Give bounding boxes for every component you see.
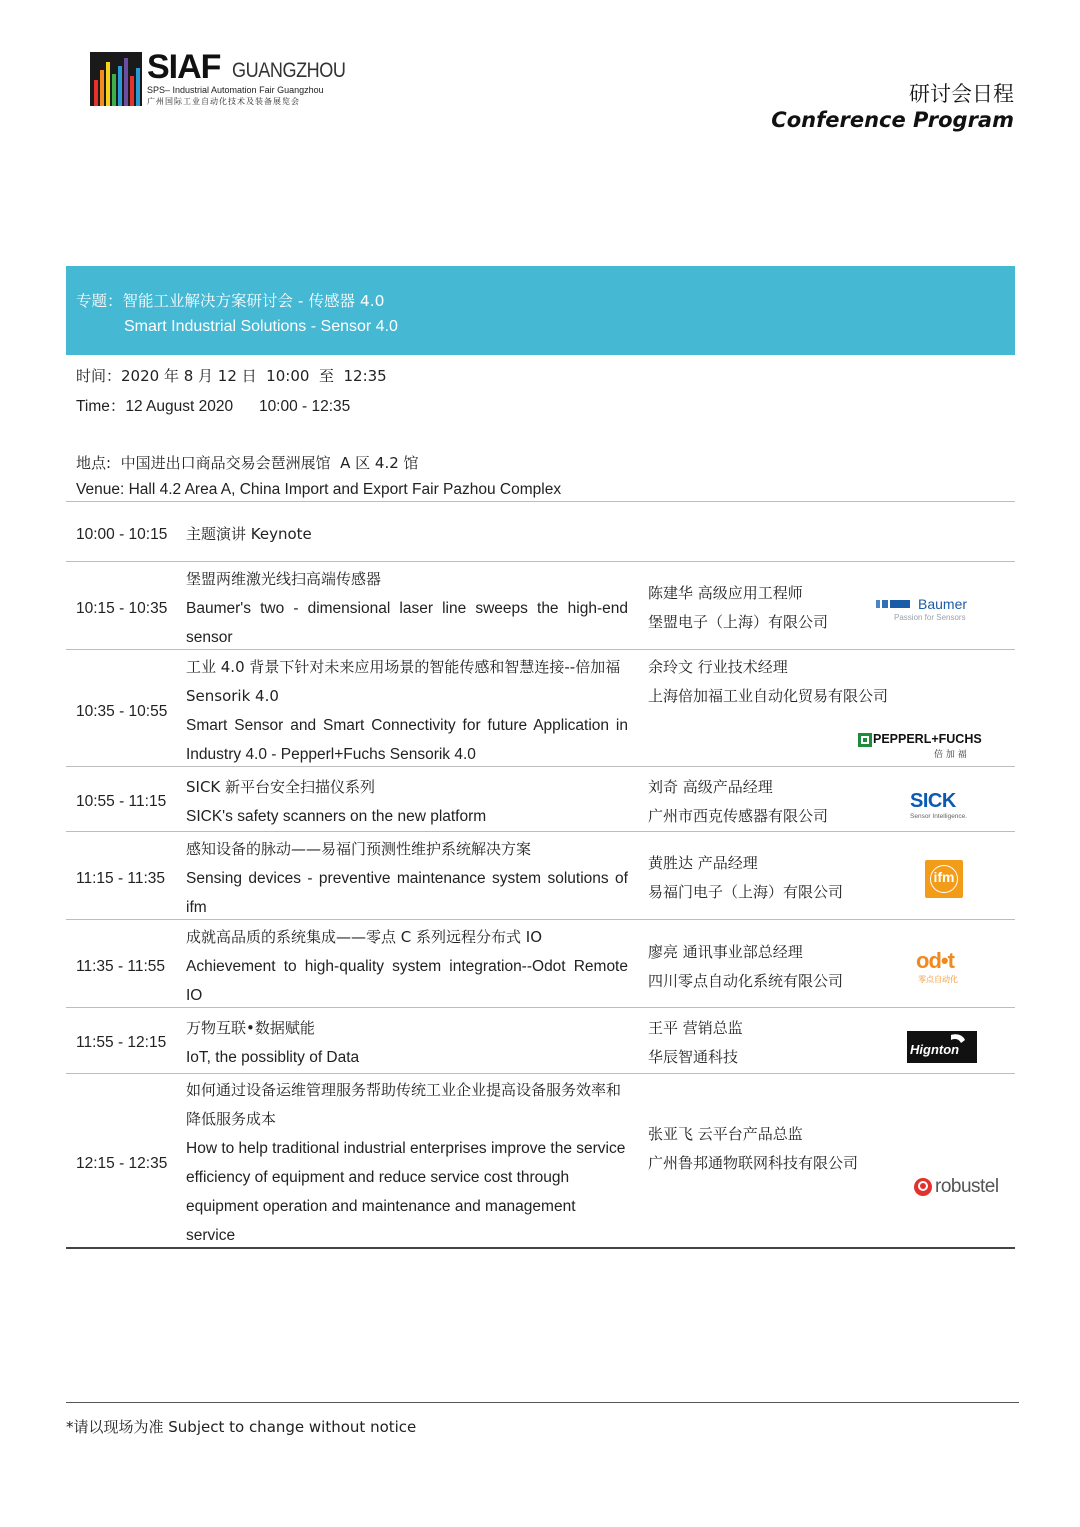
session-topic-zh: 如何通过设备运维管理服务帮助传统工业企业提高设备服务效率和降低服务成本 — [186, 1081, 622, 1128]
divider — [66, 501, 1015, 502]
session-speaker — [648, 849, 918, 907]
banner-title-zh: 专题：智能工业解决方案研讨会 - 传感器 4.0 — [76, 292, 385, 310]
speaker-company: 广州市西克传感器有限公司 — [648, 807, 829, 825]
time-en: Time：12 August 2020 10:00 - 12:35 — [76, 398, 351, 415]
topic-banner — [66, 266, 1015, 355]
divider — [66, 919, 1015, 920]
hignton-logo — [907, 1031, 977, 1063]
session-topic-zh: 工业 4.0 背景下针对未来应用场景的智能传感和智慧连接--倍加福 Sensorik 4.0 — [186, 658, 621, 705]
time-zh: 时间：2020 年 8 月 12 日 10:00 至 12:35 — [76, 367, 387, 385]
session-time: 10:15 - 10:35 — [76, 600, 168, 617]
siaf-logo — [90, 48, 346, 110]
session-topic — [186, 923, 628, 1010]
speaker-company: 堡盟电子（上海）有限公司 — [648, 613, 829, 631]
speaker-name: 刘奇 高级产品经理 — [648, 778, 773, 796]
session-topic — [186, 653, 628, 769]
session-time: 11:15 - 11:35 — [76, 870, 166, 887]
speaker-name: 陈建华 高级应用工程师 — [648, 584, 803, 602]
divider — [66, 561, 1015, 562]
baumer-logo-sub: Passion for Sensors — [894, 613, 966, 622]
session-time: 10:35 - 10:55 — [76, 703, 168, 720]
speaker-company: 广州鲁邦通物联网科技有限公司 — [648, 1154, 859, 1172]
session-topic — [186, 1076, 628, 1250]
venue-en: Venue: Hall 4.2 Area A, China Import and Export Fair Pazhou Complex — [76, 481, 562, 498]
session-topic-en: How to help traditional industrial enterprises improve the service efficiency of equipment and reduce service cost through equipment operation and maintenance and management service — [186, 1140, 626, 1244]
session-topic-en: Sensing devices - preventive maintenance system solutions of ifm — [186, 870, 628, 916]
odot-logo-sub: 零点自动化 — [918, 975, 958, 984]
divider — [66, 766, 1015, 767]
session-topic-en: Smart Sensor and Smart Connectivity for future Application in Industry 4.0 - Pepperl+Fuchs Sensorik 4.0 — [186, 717, 628, 763]
session-topic — [186, 520, 628, 549]
session-topic — [186, 1014, 628, 1072]
divider — [66, 649, 1015, 650]
session-topic-zh: 成就高品质的系统集成——零点 C 系列远程分布式 IO — [186, 928, 543, 946]
banner-title-en: Smart Industrial Solutions - Sensor 4.0 — [124, 318, 398, 335]
session-time: 12:15 - 12:35 — [76, 1155, 168, 1172]
speaker-company: 华辰智通科技 — [648, 1048, 739, 1066]
sick-logo-text: SICK — [910, 790, 956, 812]
siaf-logo-graphic — [90, 50, 142, 106]
sick-logo — [910, 790, 982, 824]
siaf-logo-line2: 广州国际工业自动化技术及装备展览会 — [147, 97, 300, 106]
session-time: 11:55 - 12:15 — [76, 1034, 167, 1051]
session-topic — [186, 565, 628, 652]
siaf-logo-line1: SPS– Industrial Automation Fair Guangzhou — [147, 85, 324, 95]
venue-zh: 地点: 中国进出口商品交易会琶洲展馆 A 区 4.2 馆 — [76, 454, 419, 472]
page-title-zh: 研讨会日程 — [909, 82, 1014, 106]
session-time: 10:00 - 10:15 — [76, 526, 168, 543]
session-speaker — [648, 1014, 918, 1072]
odot-logo — [916, 948, 976, 988]
speaker-name: 廖亮 通讯事业部总经理 — [648, 943, 803, 961]
session-speaker — [648, 1120, 918, 1178]
odot-logo-text: od•t — [916, 948, 954, 973]
session-time: 10:55 - 11:15 — [76, 793, 167, 810]
session-topic-zh: 堡盟两维激光线扫高端传感器 — [186, 570, 382, 588]
session-time: 11:35 - 11:55 — [76, 958, 166, 975]
divider — [66, 1007, 1015, 1008]
session-topic-en: SICK's safety scanners on the new platform — [186, 808, 487, 825]
hignton-logo-text: Hignton — [910, 1042, 960, 1057]
pepperl-fuchs-logo-mark — [858, 733, 872, 747]
page-title-en: Conference Program — [771, 108, 1014, 132]
divider — [66, 1073, 1015, 1074]
session-topic-zh: 主题演讲 Keynote — [186, 525, 312, 543]
pepperl-fuchs-logo — [858, 731, 980, 761]
sick-logo-sub: Sensor Intelligence. — [910, 813, 968, 820]
ifm-logo — [925, 860, 963, 898]
session-speaker — [648, 653, 918, 711]
speaker-company: 上海倍加福工业自动化贸易有限公司 — [648, 687, 889, 705]
table-bottom-rule — [66, 1247, 1015, 1249]
session-topic-en: IoT, the possiblity of Data — [186, 1049, 360, 1066]
siaf-logo-city: GUANGZHOU — [232, 59, 346, 82]
robustel-logo-text: robustel — [935, 1176, 999, 1197]
speaker-name: 王平 营销总监 — [648, 1019, 743, 1037]
session-speaker — [648, 938, 918, 996]
ifm-logo-text: ifm — [933, 869, 955, 885]
session-topic — [186, 835, 628, 922]
pepperl-fuchs-logo-sub: 倍 加 福 — [934, 750, 967, 760]
baumer-logo-text: Baumer — [918, 596, 968, 612]
session-topic-en: Achievement to high-quality system integration--Odot Remote IO — [186, 958, 628, 1004]
session-topic-en: Baumer's two - dimensional laser line sweeps the high-end sensor — [186, 600, 628, 646]
session-topic-zh: 感知设备的脉动——易福门预测性维护系统解决方案 — [186, 840, 532, 858]
siaf-logo-brand: SIAF — [147, 48, 221, 86]
session-speaker — [648, 773, 918, 831]
session-topic-zh: SICK 新平台安全扫描仪系列 — [186, 778, 376, 796]
footer-divider — [66, 1402, 1019, 1403]
divider — [66, 831, 1015, 832]
speaker-name: 黄胜达 产品经理 — [648, 854, 758, 872]
speaker-company: 四川零点自动化系统有限公司 — [648, 972, 844, 990]
robustel-logo — [914, 1176, 1006, 1200]
pepperl-fuchs-logo-text: PEPPERL+FUCHS — [873, 732, 982, 746]
speaker-name: 张亚飞 云平台产品总监 — [648, 1125, 803, 1143]
speaker-name: 余玲文 行业技术经理 — [648, 658, 788, 676]
session-topic — [186, 773, 628, 831]
speaker-company: 易福门电子（上海）有限公司 — [648, 883, 844, 901]
session-topic-zh: 万物互联•数据赋能 — [186, 1019, 315, 1037]
baumer-logo — [876, 596, 976, 626]
footer-notice: *请以现场为准 Subject to change without notice — [66, 1418, 417, 1436]
